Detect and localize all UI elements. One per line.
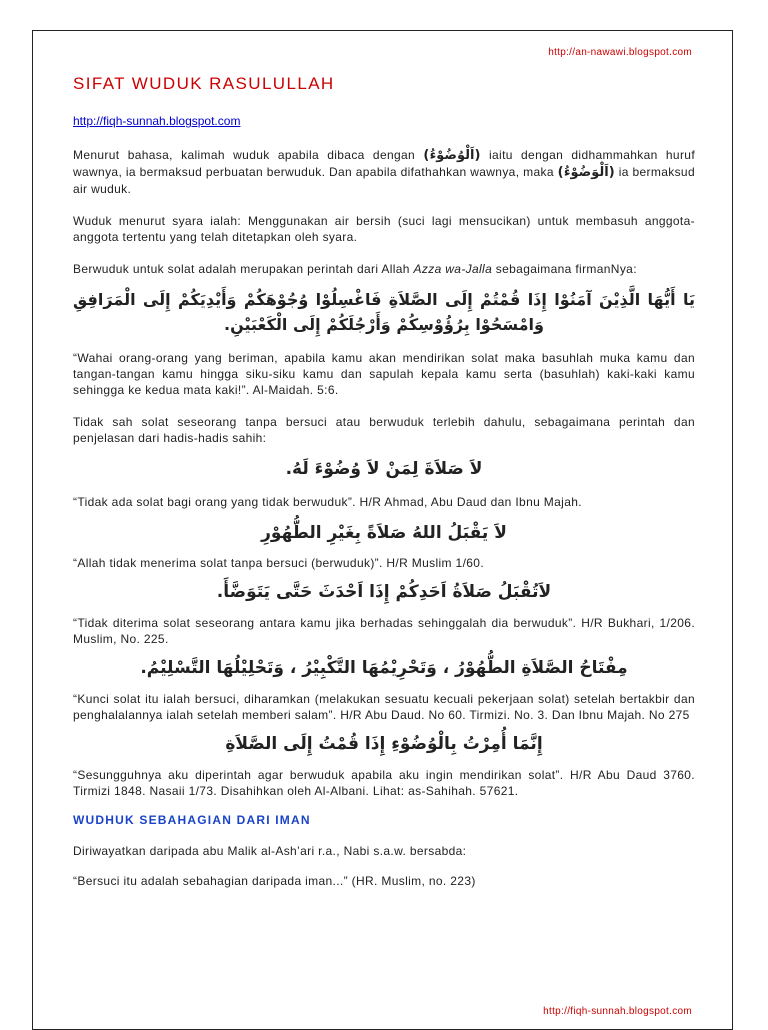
- paragraph-command: [73, 261, 695, 277]
- quran-verse-arabic: يَا أَيُّهَا الَّذِيْنَ آمَنُوْا إِذَا قُمْتُمْ إِلَى الصَّلاَةِ فَاغْسِلُوْا وُجُوْهَكُمْ وَأَيْدِيَكُمْ إِلَى الْمَرَافِقِ وَامْسَحُوْا بِرُؤُوْسِكُمْ وَأَرْجُلَكُمْ إِلَى الْكَعْبَيْنِ.: [73, 290, 695, 334]
- hadith5-arabic: إِنَّمَا أُمِرْتُ بِالْوُضُوْءِ إِذَا قُمْتُ إِلَى الصَّلاَةِ: [225, 734, 543, 754]
- definition-text-middle: iaitu dengan didhammahkan huruf wawnya, ia bermaksud perbuatan berwuduk. Dan apabila difathahkan wawnya, maka: [73, 148, 695, 179]
- paragraph-definition: [73, 147, 695, 197]
- command-text-before: Berwuduk untuk solat adalah merupakan perintah dari Allah: [73, 262, 414, 276]
- hadith-quote: “Bersuci itu adalah sebahagian daripada iman...” (HR. Muslim, no. 223): [73, 874, 476, 888]
- source-link[interactable]: http://fiqh-sunnah.blogspot.com: [73, 114, 241, 128]
- hadith1-translation: “Tidak ada solat bagi orang yang tidak berwuduk”. H/R Ahmad, Abu Daud dan Ibnu Majah.: [73, 495, 582, 509]
- command-text-italic: Azza wa-Jalla: [413, 262, 493, 276]
- verse-translation: “Wahai orang-orang yang beriman, apabila kamu akan mendirikan solat maka basuhlah muka kamu dan tangan-tangan kamu hingga siku-siku kamu dan sapulah kepala kamu serta (basuhlah) kaki-kaki kamu sehingga ke kedua mata kaki!”. Al-Maidah. 5:6.: [73, 351, 695, 397]
- hadith4-translation: “Kunci solat itu ialah bersuci, diharamkan (melakukan sesuatu kecuali pekerjaan solat) setelah bertakbir dan penghalalannya ialah setelah memberi salam”. H/R Abu Daud. No 60. Tirmizi. No. 3. Dan Ibnu Majah. No 275: [73, 692, 695, 722]
- hadith1-arabic: لاَ صَلاَةَ لِمَنْ لاَ وُضُوْءَ لَهُ.: [285, 459, 483, 479]
- arabic-wudhu-dhammah: (اَلْوُضُوْءُ): [423, 148, 481, 163]
- definition-text-before: Menurut bahasa, kalimah wuduk apabila dibaca dengan: [73, 148, 424, 162]
- command-text-after: sebagaimana firmanNya:: [492, 262, 637, 276]
- footer-url[interactable]: http://fiqh-sunnah.blogspot.com: [543, 1006, 692, 1017]
- paragraph-syara-definition: Wuduk menurut syara ialah: Menggunakan air bersih (suci lagi mensucikan) untuk membasuh anggota-anggota tertentu yang telah ditetapkan oleh syara.: [73, 214, 695, 244]
- hadith5-translation: “Sesungguhnya aku diperintah agar berwuduk apabila aku ingin mendirikan solat”. H/R Abu Daud 3760. Tirmizi 1848. Nasaii 1/73. Disahihkan oleh Al-Albani. Lihat: as-Sahihah. 57621.: [73, 768, 695, 798]
- hadith2-translation: “Allah tidak menerima solat tanpa bersuci (berwuduk)”. H/R Muslim 1/60.: [73, 556, 484, 570]
- hadith3-arabic: لاَتُقْبَلُ صَلاَةُ اَحَدِكُمْ إِذَا اَحْدَثَ حَتَّى يَتَوَضَّأَ.: [216, 582, 552, 602]
- hadith4-arabic: مِفْتَاحُ الصَّلاَةِ الطُّهُوْرُ ، وَتَحْرِيْمُهَا التَّكْبِيْرُ ، وَتَحْلِيْلُهَا التَّسْلِيْمُ.: [140, 658, 628, 678]
- definition-text-after: ia bermaksud air wuduk.: [73, 165, 695, 196]
- arabic-wudhu-fathah: (اَلْوَضُوْءُ): [557, 165, 615, 180]
- paragraph-narration: Diriwayatkan daripada abu Malik al-Ash’ari r.a., Nabi s.a.w. bersabda:: [73, 844, 467, 858]
- header-url[interactable]: http://an-nawawi.blogspot.com: [548, 47, 692, 58]
- section-heading-iman: WUDHUK SEBAHAGIAN DARI IMAN: [73, 813, 311, 827]
- hadith2-arabic: لاَ يَقْبَلُ اللهُ صَلاَةً بِغَيْرِ الطُّهُوْرِ: [261, 523, 507, 543]
- paragraph-requirement: Tidak sah solat seseorang tanpa bersuci atau berwuduk terlebih dahulu, sebagaimana perintah dan penjelasan dari hadis-hadis sahih:: [73, 415, 695, 445]
- hadith3-translation: “Tidak diterima solat seseorang antara kamu jika berhadas sehinggalah dia berwuduk”. H/R Bukhari, 1/206. Muslim, No. 225.: [73, 616, 695, 646]
- document-body: [73, 72, 695, 889]
- document-title: SIFAT WUDUK RASULULLAH: [73, 74, 335, 93]
